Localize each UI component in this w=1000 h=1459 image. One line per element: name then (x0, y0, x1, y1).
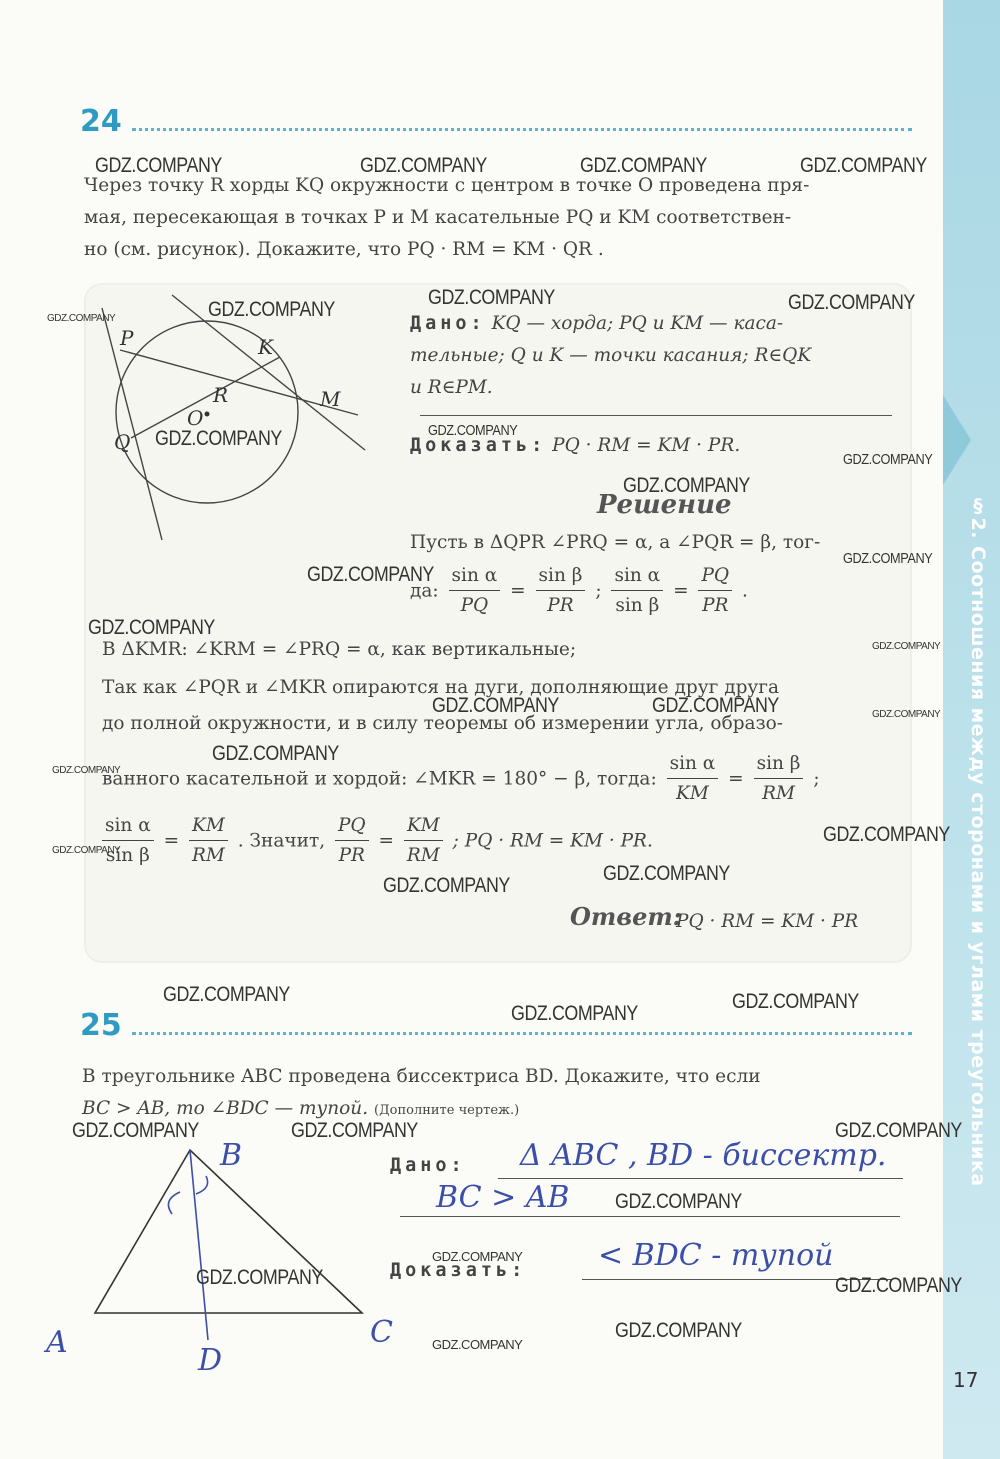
solution-line-5: до полной окружности, и в силу теоремы об измерении угла, образо- (102, 713, 784, 734)
problem-25-given-label: Дано: (390, 1155, 466, 1176)
statement-line: но (см. рисунок). Докажите, что PQ · RM = KM · QR . (84, 239, 604, 260)
fraction: $\frac{\text{sin α}}{PQ}$ (449, 562, 501, 621)
watermark: GDZ.COMPANY (843, 451, 933, 468)
watermark: GDZ.COMPANY (432, 1249, 523, 1264)
watermark: GDZ.COMPANY (843, 550, 933, 567)
chord-kq (131, 357, 280, 438)
watermark: GDZ.COMPANY (212, 742, 339, 765)
label-b: B (220, 1138, 243, 1173)
center-point (205, 412, 210, 417)
given-label: Дано: (410, 313, 486, 334)
problem-24-given (410, 308, 910, 404)
watermark: GDZ.COMPANY (872, 709, 941, 720)
given-divider (420, 415, 892, 416)
watermark: GDZ.COMPANY (52, 845, 121, 856)
label-o: O (187, 406, 204, 430)
watermark: GDZ.COMPANY (823, 823, 950, 846)
watermark: GDZ.COMPANY (155, 427, 282, 450)
watermark: GDZ.COMPANY (428, 286, 555, 309)
bisector-bd (190, 1150, 208, 1340)
problem-25-given-hand-2: BC > AB (436, 1180, 570, 1215)
angle-mark (168, 1192, 180, 1214)
label-k: K (258, 335, 273, 359)
given-line-rule (400, 1216, 900, 1217)
fraction: $\frac{\text{sin α}}{\text{sin β}}$ (611, 562, 663, 621)
watermark: GDZ.COMPANY (307, 563, 434, 586)
answer-text: PQ · RM = KM · PR (676, 911, 859, 932)
label-m: M (320, 387, 341, 411)
label-a: A (46, 1325, 68, 1360)
watermark: GDZ.COMPANY (788, 291, 915, 314)
solution-title: Решение (597, 490, 732, 520)
label-r: R (213, 383, 229, 407)
watermark: GDZ.COMPANY (511, 1002, 638, 1025)
watermark: GDZ.COMPANY (835, 1119, 962, 1142)
triangle-figure (40, 1130, 420, 1380)
problem-25-number: 25 (80, 1008, 122, 1043)
solution-line-7: $\frac{\text{sin α}}{\text{sin β}}$ = $\frac{KM}{RM}$ . Значит, $\frac{PQ}{PR}$ = $\frac{KM}{RM}$ ; PQ · RM = KM · PR. (98, 812, 908, 871)
problem-24-dotted-rule (132, 128, 912, 131)
label-q: Q (114, 430, 131, 454)
watermark: GDZ.COMPANY (800, 154, 927, 177)
fraction: $\frac{\text{sin β}}{RM}$ (754, 750, 804, 809)
chapter-title: §2. Соотношения между сторонами и углами треугольника (967, 495, 989, 1187)
statement-line: мая, пересекающая в точках P и M касательные PQ и KM соответствен- (84, 207, 792, 228)
problem-25-prove-label: Доказать: (390, 1260, 527, 1281)
watermark: GDZ.COMPANY (88, 616, 215, 639)
angle-mark (196, 1176, 208, 1194)
side-tab-arrow (943, 395, 971, 485)
watermark: GDZ.COMPANY (603, 862, 730, 885)
statement-line: BC > AB, то ∠BDC — тупой. (82, 1098, 369, 1119)
solution-line-2: да: $\frac{\text{sin α}}{PQ}$ = $\frac{\text{sin β}}{PR}$ ; $\frac{\text{sin α}}{\text{sin β}}$ = $\frac{PQ}{PR}$ . (410, 562, 910, 621)
watermark: GDZ.COMPANY (652, 694, 779, 717)
watermark: GDZ.COMPANY (428, 422, 518, 439)
problem-25-dotted-rule (132, 1032, 912, 1035)
given-line: тельные; Q и K — точки касания; R∈QK (410, 345, 812, 366)
watermark: GDZ.COMPANY (95, 154, 222, 177)
fraction: $\frac{KM}{RM}$ (189, 812, 228, 871)
problem-25-prove-hand: < BDC - тупой (598, 1238, 834, 1273)
label-p: P (120, 326, 134, 350)
answer-label: Ответ: (570, 902, 682, 931)
watermark: GDZ.COMPANY (163, 983, 290, 1006)
solution-text: ванного касательной и хордой: ∠MKR = 180° − β, тогда: (102, 768, 657, 790)
watermark: GDZ.COMPANY (47, 313, 116, 324)
statement-note: (Дополните чертеж.) (374, 1103, 520, 1118)
label-c: C (370, 1315, 393, 1350)
solution-line-3: В ΔKMR: ∠KRM = ∠PRQ = α, как вертикальные; (102, 639, 577, 660)
fraction: $\frac{KM}{RM}$ (404, 812, 443, 871)
fraction: $\frac{\text{sin β}}{PR}$ (536, 562, 586, 621)
given-line-rule (498, 1178, 903, 1179)
fraction: $\frac{\text{sin α}}{\text{sin β}}$ (102, 812, 154, 871)
statement-line: Через точку R хорды KQ окружности с центром в точке O проведена пря- (84, 175, 810, 196)
problem-24-statement (84, 170, 924, 266)
watermark: GDZ.COMPANY (432, 1337, 523, 1352)
watermark: GDZ.COMPANY (432, 694, 559, 717)
fraction: $\frac{\text{sin α}}{KM}$ (667, 750, 719, 809)
page-number: 17 (953, 1368, 979, 1392)
solution-text: да: (410, 580, 439, 602)
given-line: и R∈PM. (410, 377, 493, 398)
problem-24-number: 24 (80, 104, 122, 139)
problem-25-statement (82, 1061, 922, 1127)
watermark: GDZ.COMPANY (732, 990, 859, 1013)
given-line: KQ — хорда; PQ и KM — каса- (491, 313, 784, 334)
watermark: GDZ.COMPANY (623, 474, 750, 497)
circle-tangent-figure (90, 290, 390, 550)
watermark: GDZ.COMPANY (580, 154, 707, 177)
fraction: $\frac{PQ}{PR}$ (335, 812, 369, 871)
watermark: GDZ.COMPANY (72, 1119, 199, 1142)
watermark: GDZ.COMPANY (196, 1266, 323, 1289)
solution-line-1: Пусть в ΔQPR ∠PRQ = α, а ∠PQR = β, тог- (410, 532, 821, 553)
watermark: GDZ.COMPANY (835, 1274, 962, 1297)
watermark: GDZ.COMPANY (291, 1119, 418, 1142)
watermark: GDZ.COMPANY (208, 298, 335, 321)
statement-line: В треугольнике ABC проведена биссектриса BD. Докажите, что если (82, 1066, 761, 1087)
prove-text: PQ · RM = KM · PR. (552, 435, 741, 456)
solution-line-6: ванного касательной и хордой: ∠MKR = 180° − β, тогда: $\frac{\text{sin α}}{KM}$ = $\frac{\text{sin β}}{RM}$ ; (102, 750, 912, 809)
watermark: GDZ.COMPANY (360, 154, 487, 177)
watermark: GDZ.COMPANY (52, 765, 121, 776)
prove-label: Доказать: (410, 435, 547, 456)
label-d: D (198, 1343, 223, 1378)
watermark: GDZ.COMPANY (615, 1319, 742, 1342)
watermark: GDZ.COMPANY (615, 1190, 742, 1213)
solution-line-4: Так как ∠PQR и ∠MKR опираются на дуги, дополняющие друг друга (102, 677, 780, 698)
problem-25-given-hand-1: Δ ABC , BD - биссектр. (520, 1138, 887, 1173)
watermark: GDZ.COMPANY (383, 874, 510, 897)
watermark: GDZ.COMPANY (872, 641, 941, 652)
fraction: $\frac{PQ}{PR}$ (698, 562, 732, 621)
